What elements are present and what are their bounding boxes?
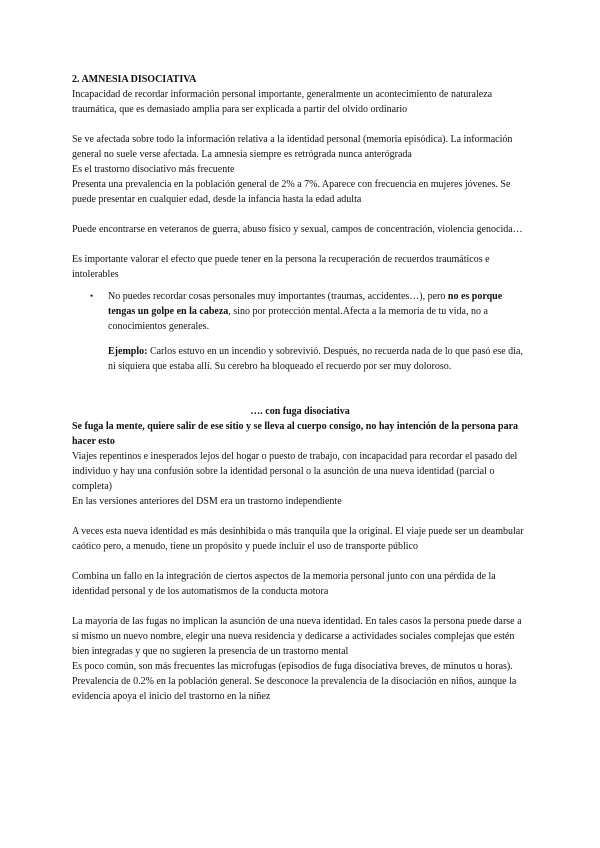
example-label: Ejemplo: — [108, 346, 148, 357]
document-page — [72, 72, 528, 704]
veterans-paragraph: Puede encontrarse en veteranos de guerra, abuso físico y sexual, campos de concentración, violencia genocida… — [72, 224, 523, 235]
dsm-paragraph: En las versiones anteriores del DSM era un trastorno independiente — [72, 496, 342, 507]
bullet-text-bold: no es porque tengas un golpe en la cabeza — [108, 291, 503, 317]
definition-paragraph: Incapacidad de recordar información personal importante, generalmente un acontecimiento de naturaleza traumática, que es demasiado amplia para ser explicada a partir del olvido ordinario — [72, 89, 493, 115]
bullet-icon: • — [90, 291, 94, 301]
subsection-title: …. con fuga disociativa — [250, 406, 350, 417]
combination-paragraph: Combina un fallo en la integración de ciertos aspectos de la memoria personal junto con una pérdida de la identidad personal y de los automatismos de la conducta motora — [72, 571, 496, 597]
trips-paragraph: Viajes repentinos e inesperados lejos del hogar o puesto de trabajo, con incapacidad para recordar el pasado del individuo y hay una confusión sobre la identidad personal o la asunción de una nueva identidad (parcial o completa) — [72, 451, 518, 492]
prevalence-paragraph: Presenta una prevalencia en la población general de 2% a 7%. Aparece con frecuencia en mujeres jóvenes. Se puede presentar en cualquier edad, desde la infancia hasta la edad adulta — [72, 179, 511, 205]
frequency-paragraph: Es el trastorno disociativo más frecuente — [72, 164, 235, 175]
majority-paragraph: La mayoría de las fugas no implican la asunción de una nueva identidad. En tales casos la persona puede darse a sí mismo un nuevo nombre, elegir una nueva residencia y dedicarse a actividades sociales complejas que estén bien integradas y que no sugieren la presencia de un trastorno mental — [72, 616, 522, 657]
bullet-text-end: , sino por protección mental.Afecta a la memoria de tu vida, no a conocimientos generales. — [108, 306, 488, 332]
affected-paragraph: Se ve afectada sobre todo la información relativa a la identidad personal (memoria episódica). La información general no suele verse afectada. La amnesia siempre es retrógrada nunca anterógrada — [72, 134, 513, 160]
section-title: 2. AMNESIA DISOCIATIVA — [72, 74, 197, 85]
list-item — [72, 289, 528, 334]
bullet-text-start: No puedes recordar cosas personales muy importantes (traumas, accidentes…), pero — [108, 291, 448, 302]
example-paragraph — [72, 344, 528, 374]
importance-paragraph: Es importante valorar el efecto que puede tener en la persona la recuperación de recuerdos traumáticos e intolerables — [72, 254, 490, 280]
new-identity-paragraph: A veces esta nueva identidad es más desinhibida o más tranquila que la original. El viaje puede ser un deambular caótico pero, a menudo, tiene un propósito y puede incluir el uso de transporte público — [72, 526, 524, 552]
example-text: Carlos estuvo en un incendio y sobrevivió. Después, no recuerda nada de lo que pasó ese día, ni siquiera que estaba allí. Su cerebro ha bloqueado el recuerdo por ser muy doloroso. — [108, 346, 523, 372]
rare-paragraph: Es poco común, son más frecuentes las microfugas (episodios de fuga disociativa breves, de minutos u horas). Prevalencia de 0.2% en la población general. Se desconoce la prevalencia de la disociación en niños, aunque la evidencia apoya el inicio del trastorno en la niñez — [72, 661, 517, 702]
subsection-subtitle: Se fuga la mente, quiere salir de ese sitio y se lleva al cuerpo consigo, no hay intención de la persona para hacer esto — [72, 421, 519, 447]
